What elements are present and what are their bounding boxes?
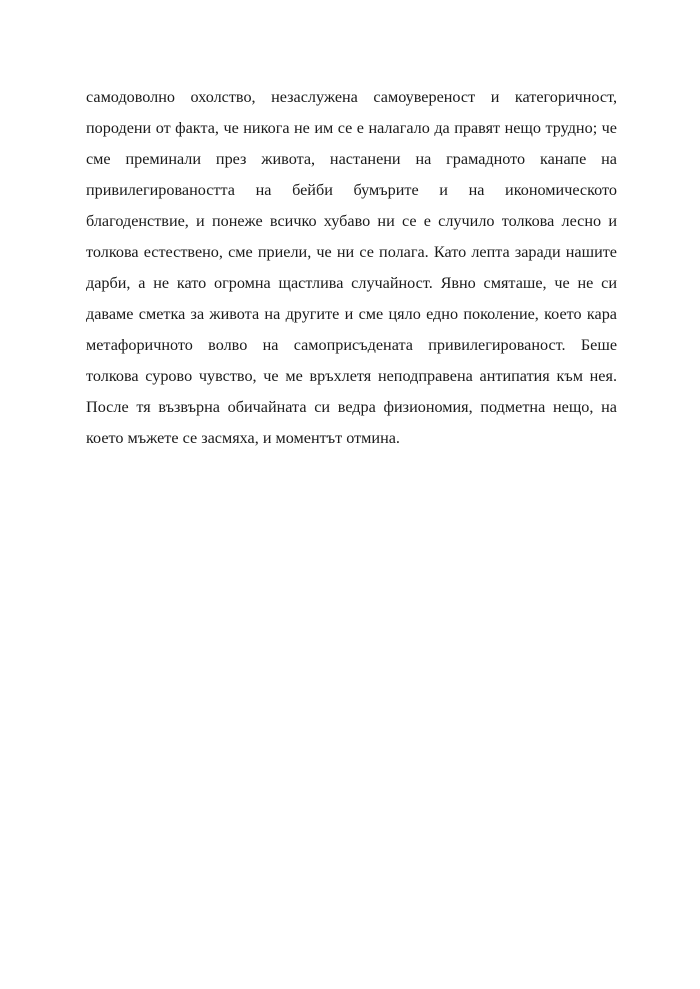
text-line: метафоричното волво на самоприсъдената привилегированост. Беше (86, 336, 617, 354)
text-line: привилегироваността на бейби бумърите и на икономическото (86, 181, 617, 199)
text-line: дарби, а не като огромна щастлива случайност. Явно смяташе, че не си (86, 274, 617, 292)
text-line: толкова сурово чувство, че ме връхлетя неподправена антипатия към нея. (86, 367, 617, 385)
text-line: самодоволно охолство, незаслужена самоувереност и категоричност, (86, 88, 617, 106)
text-line: породени от факта, че никога не им се е налагало да правят нещо трудно; че (86, 119, 617, 137)
text-line: толкова естествено, сме приели, че ни се полага. Като лепта заради нашите (86, 243, 617, 261)
body-paragraph (86, 82, 617, 454)
text-line: което мъжете се засмяха, и моментът отмина. (86, 429, 400, 447)
text-line: После тя възвърна обичайната си ведра физиономия, подметна нещо, на (86, 398, 617, 416)
text-line: сме преминали през живота, настанени на грамадното канапе на (86, 150, 617, 168)
text-line: даваме сметка за живота на другите и сме цяло едно поколение, което кара (86, 305, 617, 323)
text-line: благоденствие, и понеже всичко хубаво ни се е случило толкова лесно и (86, 212, 617, 230)
